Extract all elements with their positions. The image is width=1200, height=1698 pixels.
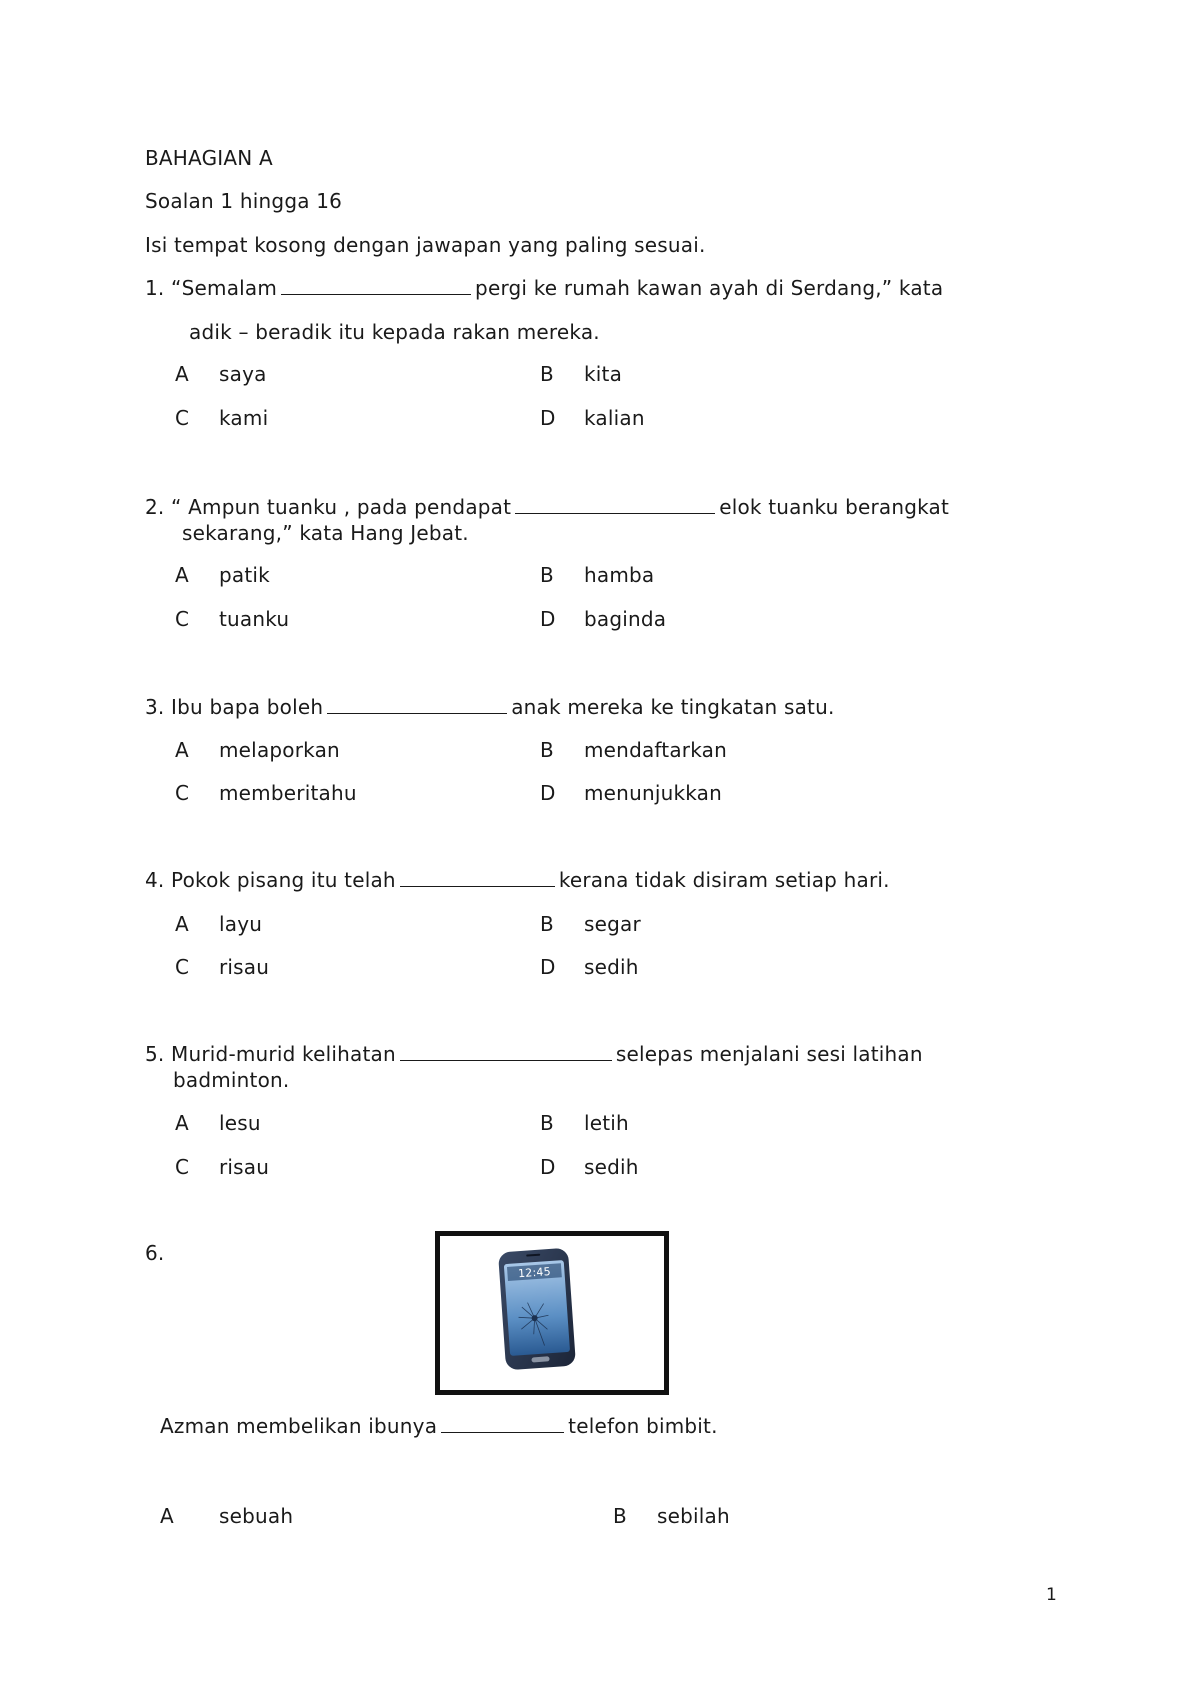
- question-text-before: Pokok pisang itu telah: [171, 868, 396, 892]
- question-2-line2: sekarang,” kata Hang Jebat.: [182, 521, 469, 545]
- option-letter: C: [175, 406, 190, 430]
- option-letter: D: [540, 781, 556, 805]
- answer-blank: [327, 695, 507, 714]
- option-text: sebilah: [657, 1504, 730, 1528]
- question-text-before: Murid-murid kelihatan: [171, 1042, 396, 1066]
- question-text-after: kerana tidak disiram setiap hari.: [558, 868, 890, 892]
- option-text: sedih: [584, 955, 639, 979]
- question-text-before: Azman membelikan ibunya: [160, 1414, 438, 1438]
- option-letter: C: [175, 955, 190, 979]
- option-letter: B: [540, 912, 554, 936]
- option-letter: B: [540, 362, 554, 386]
- option-letter: A: [175, 738, 189, 762]
- option-text: kami: [219, 406, 269, 430]
- question-6-stem: [160, 1413, 718, 1439]
- question-text-before: “ Ampun tuanku , pada pendapat: [171, 495, 512, 519]
- page-number: 1: [1046, 1585, 1058, 1605]
- question-1-stem: [145, 275, 943, 301]
- option-text: lesu: [219, 1111, 261, 1135]
- option-text: kita: [584, 362, 623, 386]
- mobile-phone-image: [492, 1246, 582, 1372]
- answer-blank: [400, 868, 555, 887]
- question-5-line2: badminton.: [173, 1068, 290, 1092]
- question-number: 5.: [145, 1042, 165, 1066]
- option-letter: A: [175, 912, 189, 936]
- question-text-after: selepas menjalani sesi latihan: [615, 1042, 923, 1066]
- option-text: layu: [219, 912, 263, 936]
- option-text: segar: [584, 912, 641, 936]
- option-letter: D: [540, 406, 556, 430]
- option-text: baginda: [584, 607, 667, 631]
- option-letter: D: [540, 1155, 556, 1179]
- option-letter: B: [540, 563, 554, 587]
- question-number: 4.: [145, 868, 165, 892]
- question-text-after: pergi ke rumah kawan ayah di Serdang,” kata: [475, 276, 944, 300]
- question-text-before: “Semalam: [171, 276, 278, 300]
- option-letter: B: [613, 1504, 627, 1528]
- answer-blank: [441, 1414, 564, 1433]
- section-heading: BAHAGIAN A: [145, 146, 273, 170]
- phone-clock-text: 12:45: [517, 1264, 552, 1281]
- option-text: patik: [219, 563, 270, 587]
- question-number: 3.: [145, 695, 165, 719]
- option-letter: D: [540, 607, 556, 631]
- option-letter: D: [540, 955, 556, 979]
- answer-blank: [400, 1042, 612, 1061]
- option-letter: A: [175, 1111, 189, 1135]
- question-number: 6.: [145, 1241, 165, 1265]
- option-letter: C: [175, 1155, 190, 1179]
- option-text: risau: [219, 1155, 270, 1179]
- option-text: saya: [219, 362, 267, 386]
- answer-blank: [281, 276, 471, 295]
- option-text: sedih: [584, 1155, 639, 1179]
- question-text-after: elok tuanku berangkat: [719, 495, 950, 519]
- option-text: letih: [584, 1111, 629, 1135]
- question-text-after: telefon bimbit.: [568, 1414, 718, 1438]
- answer-blank: [515, 495, 715, 514]
- option-letter: A: [160, 1504, 174, 1528]
- question-text-before: Ibu bapa boleh: [171, 695, 324, 719]
- option-text: sebuah: [219, 1504, 294, 1528]
- option-text: menunjukkan: [584, 781, 722, 805]
- option-text: hamba: [584, 563, 655, 587]
- option-letter: C: [175, 607, 190, 631]
- option-text: melaporkan: [219, 738, 340, 762]
- option-letter: C: [175, 781, 190, 805]
- option-letter: A: [175, 362, 189, 386]
- question-range: Soalan 1 hingga 16: [145, 189, 343, 213]
- instruction: Isi tempat kosong dengan jawapan yang paling sesuai.: [145, 233, 706, 257]
- option-letter: A: [175, 563, 189, 587]
- question-3-stem: [145, 694, 835, 720]
- question-1-line2: adik – beradik itu kepada rakan mereka.: [189, 320, 600, 344]
- question-number: 2.: [145, 495, 165, 519]
- option-text: memberitahu: [219, 781, 357, 805]
- option-text: tuanku: [219, 607, 290, 631]
- option-letter: B: [540, 1111, 554, 1135]
- option-text: mendaftarkan: [584, 738, 727, 762]
- question-number: 1.: [145, 276, 165, 300]
- question-5-stem: [145, 1041, 923, 1067]
- question-4-stem: [145, 867, 890, 893]
- option-letter: B: [540, 738, 554, 762]
- question-2-stem: [145, 494, 949, 520]
- question-text-after: anak mereka ke tingkatan satu.: [511, 695, 835, 719]
- option-text: kalian: [584, 406, 645, 430]
- option-text: risau: [219, 955, 270, 979]
- phone-picture-frame: [435, 1231, 669, 1395]
